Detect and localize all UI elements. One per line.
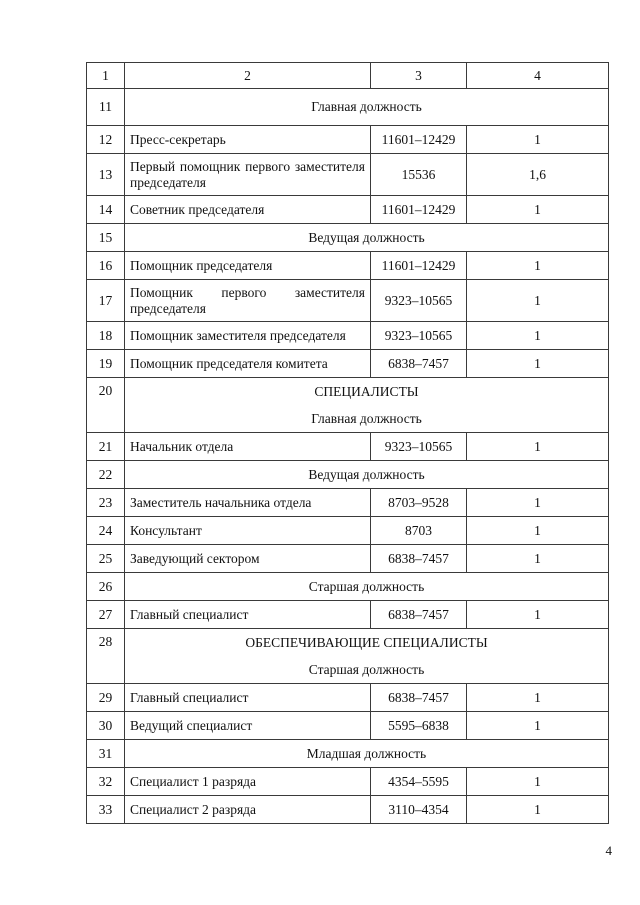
row-number: 30 [87, 712, 125, 740]
position-name: Специалист 2 разряда [125, 796, 371, 824]
position-name: Советник председателя [125, 196, 371, 224]
salary-range: 8703–9528 [371, 489, 467, 517]
table-row [87, 280, 609, 322]
coefficient: 1 [467, 489, 609, 517]
table-row [87, 196, 609, 224]
section-title: Ведущая должность [125, 461, 609, 489]
table-row [87, 350, 609, 378]
coefficient: 1 [467, 433, 609, 461]
position-name: Начальник отдела [125, 433, 371, 461]
row-number: 23 [87, 489, 125, 517]
table-row [87, 322, 609, 350]
table-row [87, 684, 609, 712]
salary-range: 3110–4354 [371, 796, 467, 824]
category-row [87, 629, 609, 657]
row-number: 24 [87, 517, 125, 545]
header-col-4: 4 [467, 63, 609, 89]
category-subtitle-row [87, 656, 609, 684]
row-number: 33 [87, 796, 125, 824]
section-row [87, 573, 609, 601]
section-row [87, 89, 609, 126]
table-header-row [87, 63, 609, 89]
table-row [87, 154, 609, 196]
table-row [87, 796, 609, 824]
coefficient: 1 [467, 350, 609, 378]
table-row [87, 433, 609, 461]
row-number: 18 [87, 322, 125, 350]
salary-range: 6838–7457 [371, 350, 467, 378]
coefficient: 1 [467, 684, 609, 712]
coefficient: 1 [467, 601, 609, 629]
row-number: 32 [87, 768, 125, 796]
category-subtitle-row [87, 405, 609, 433]
row-number: 14 [87, 196, 125, 224]
salary-range: 8703 [371, 517, 467, 545]
coefficient: 1 [467, 545, 609, 573]
position-name: Помощник первого заместителя председателя [125, 280, 371, 322]
row-number: 11 [87, 89, 125, 126]
table-row [87, 252, 609, 280]
row-number: 25 [87, 545, 125, 573]
section-row [87, 740, 609, 768]
salary-range: 15536 [371, 154, 467, 196]
coefficient: 1 [467, 517, 609, 545]
row-number: 26 [87, 573, 125, 601]
row-number: 20 [87, 378, 125, 433]
row-number: 31 [87, 740, 125, 768]
category-subtitle: Старшая должность [125, 656, 609, 684]
position-name: Заместитель начальника отдела [125, 489, 371, 517]
coefficient: 1 [467, 196, 609, 224]
row-number: 22 [87, 461, 125, 489]
coefficient: 1 [467, 322, 609, 350]
section-title: Старшая должность [125, 573, 609, 601]
table-row [87, 768, 609, 796]
salary-range: 9323–10565 [371, 280, 467, 322]
row-number: 17 [87, 280, 125, 322]
coefficient: 1 [467, 280, 609, 322]
header-col-2: 2 [125, 63, 371, 89]
salary-range: 9323–10565 [371, 322, 467, 350]
coefficient: 1,6 [467, 154, 609, 196]
position-name: Помощник заместителя председателя [125, 322, 371, 350]
table-row [87, 601, 609, 629]
table-row [87, 489, 609, 517]
header-col-1: 1 [87, 63, 125, 89]
category-title: СПЕЦИАЛИСТЫ [125, 378, 609, 406]
coefficient: 1 [467, 796, 609, 824]
coefficient: 1 [467, 126, 609, 154]
table-row [87, 712, 609, 740]
salary-range: 6838–7457 [371, 684, 467, 712]
salary-range: 6838–7457 [371, 601, 467, 629]
position-name: Специалист 1 разряда [125, 768, 371, 796]
table-row [87, 545, 609, 573]
table-row [87, 517, 609, 545]
coefficient: 1 [467, 712, 609, 740]
row-number: 29 [87, 684, 125, 712]
category-row [87, 378, 609, 406]
position-name: Ведущий специалист [125, 712, 371, 740]
row-number: 13 [87, 154, 125, 196]
position-name: Помощник председателя [125, 252, 371, 280]
salary-range: 11601–12429 [371, 252, 467, 280]
table-row [87, 126, 609, 154]
position-name: Пресс-секретарь [125, 126, 371, 154]
row-number: 19 [87, 350, 125, 378]
row-number: 12 [87, 126, 125, 154]
position-name: Главный специалист [125, 601, 371, 629]
section-row [87, 224, 609, 252]
salary-range: 11601–12429 [371, 126, 467, 154]
row-number: 15 [87, 224, 125, 252]
page-number: 4 [605, 843, 612, 858]
coefficient: 1 [467, 768, 609, 796]
section-title: Главная должность [125, 89, 609, 126]
salary-range: 6838–7457 [371, 545, 467, 573]
salary-range: 11601–12429 [371, 196, 467, 224]
section-title: Ведущая должность [125, 224, 609, 252]
row-number: 21 [87, 433, 125, 461]
positions-table [86, 62, 609, 824]
salary-range: 4354–5595 [371, 768, 467, 796]
category-subtitle: Главная должность [125, 405, 609, 433]
position-name: Главный специалист [125, 684, 371, 712]
salary-range: 9323–10565 [371, 433, 467, 461]
position-name: Первый помощник первого заместителя председателя [125, 154, 371, 196]
row-number: 28 [87, 629, 125, 684]
salary-range: 5595–6838 [371, 712, 467, 740]
position-name: Консультант [125, 517, 371, 545]
section-title: Младшая должность [125, 740, 609, 768]
position-name: Заведующий сектором [125, 545, 371, 573]
header-col-3: 3 [371, 63, 467, 89]
row-number: 27 [87, 601, 125, 629]
category-title: ОБЕСПЕЧИВАЮЩИЕ СПЕЦИАЛИСТЫ [125, 629, 609, 657]
section-row [87, 461, 609, 489]
position-name: Помощник председателя комитета [125, 350, 371, 378]
coefficient: 1 [467, 252, 609, 280]
row-number: 16 [87, 252, 125, 280]
